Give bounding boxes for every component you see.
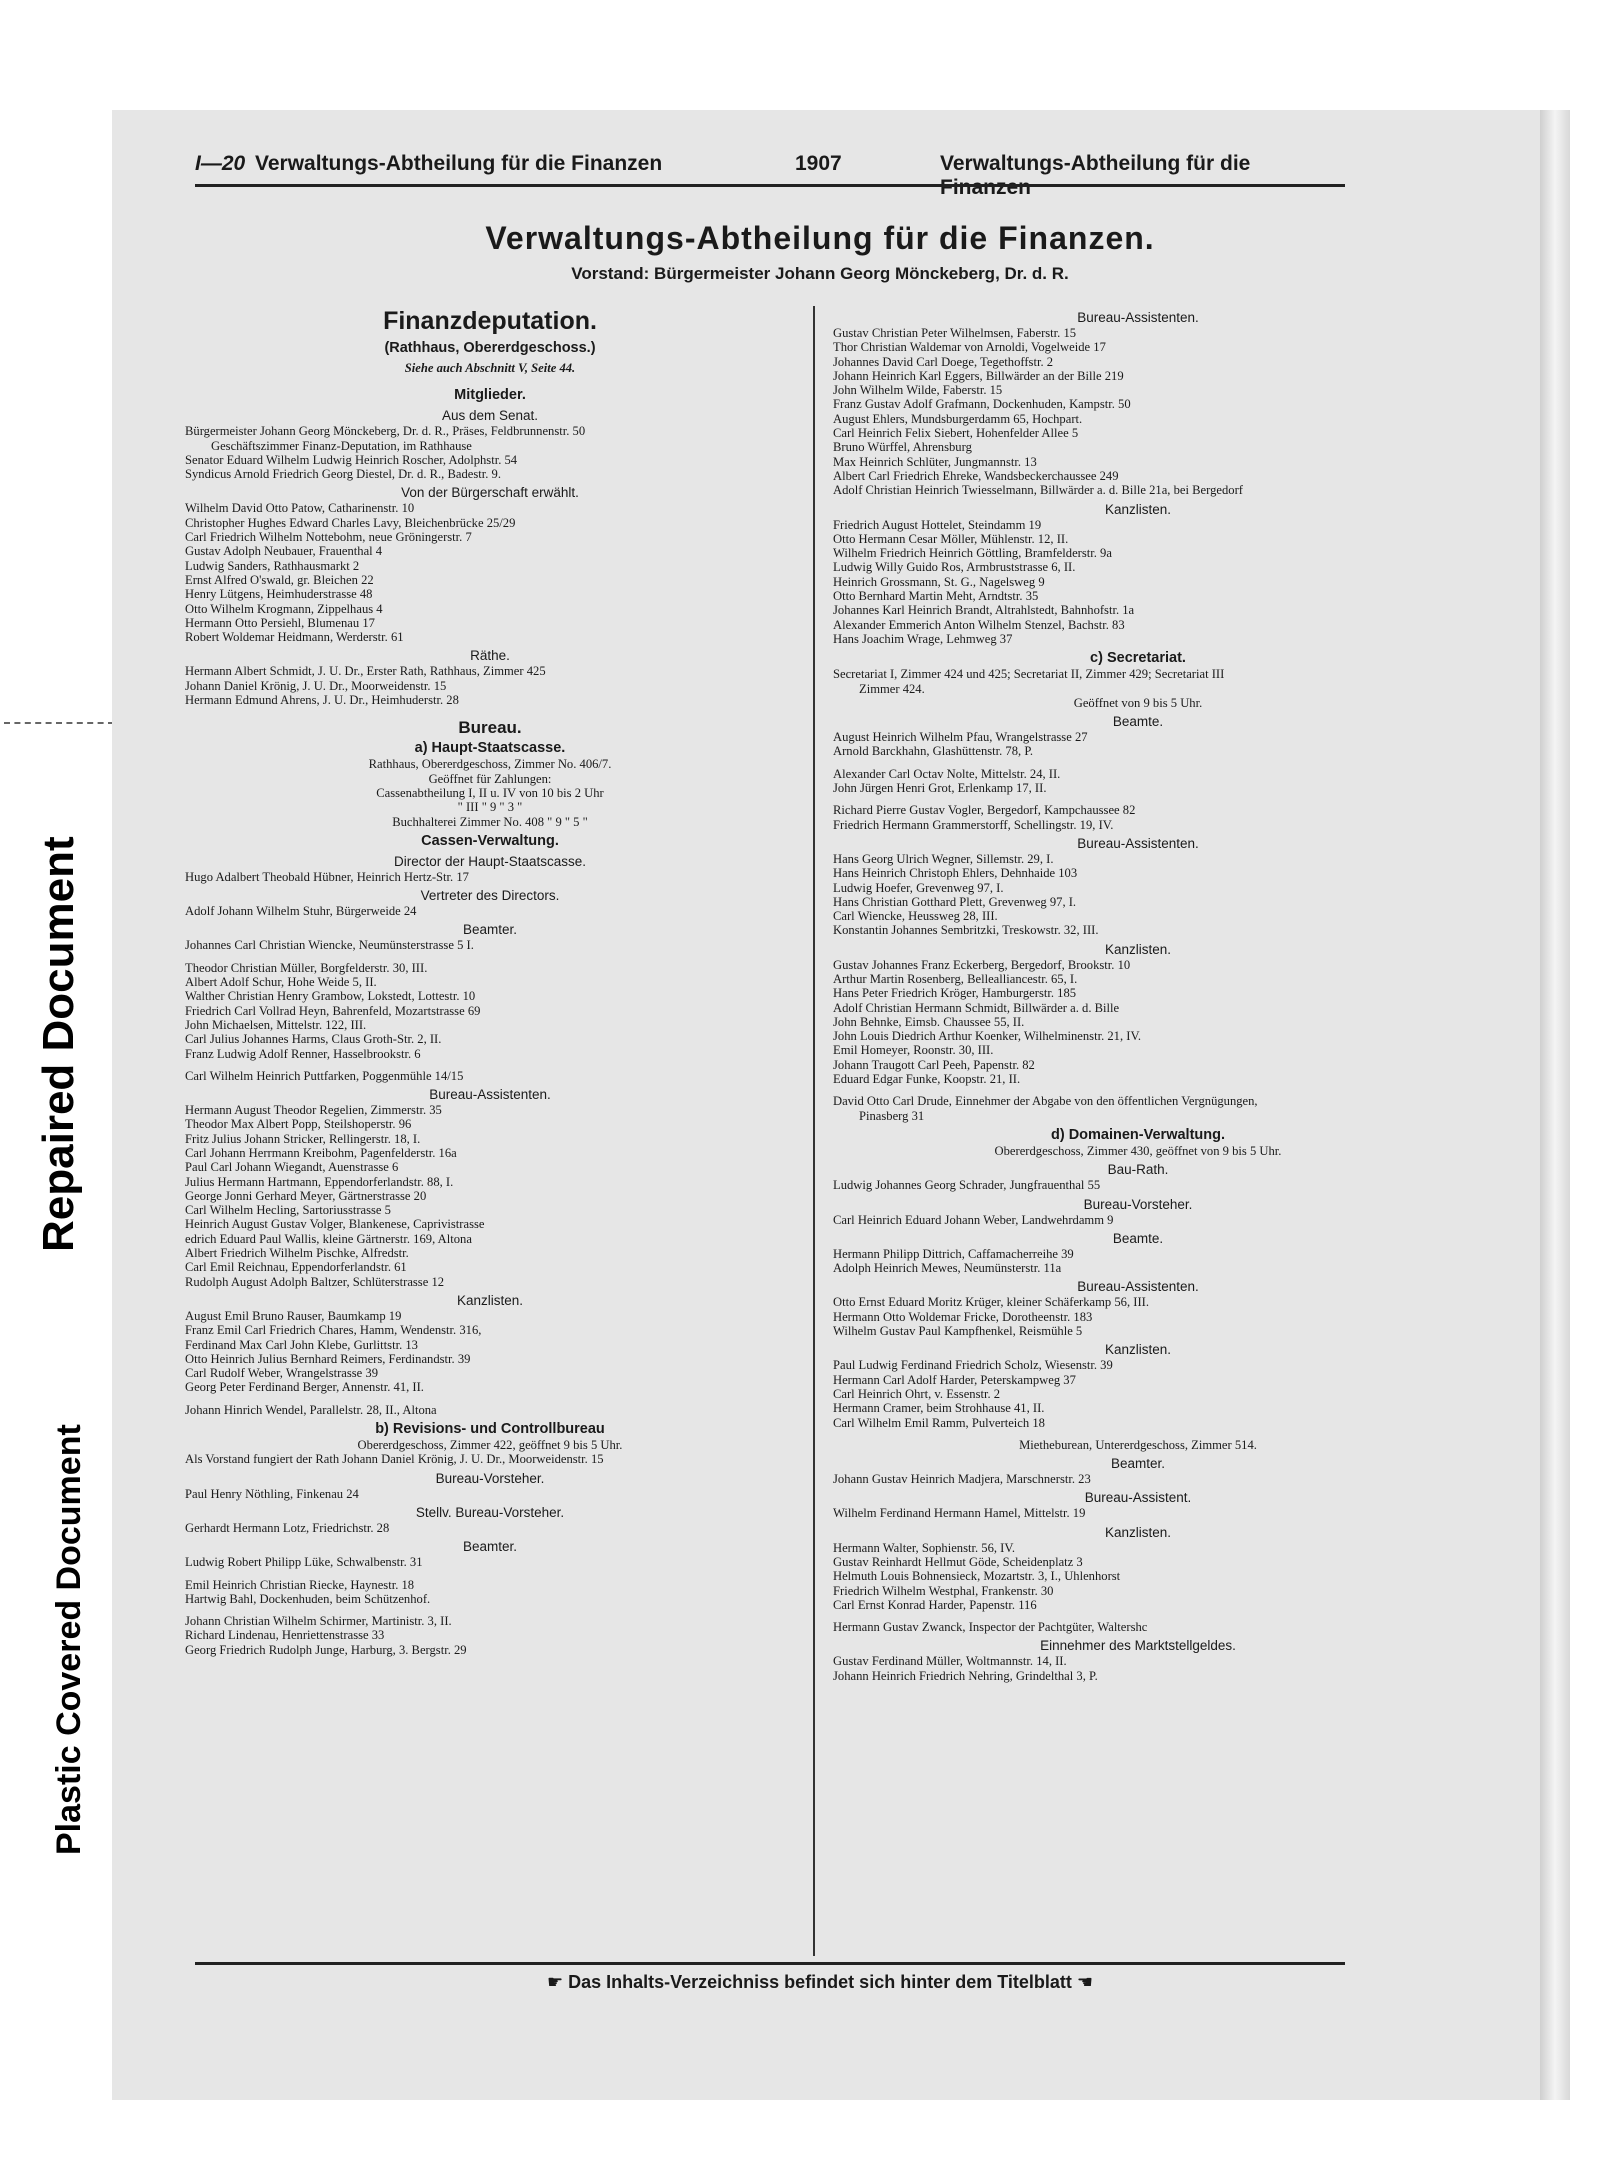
directory-entry: Hugo Adalbert Theobald Hübner, Heinrich Hertz-Str. 17 xyxy=(185,869,469,884)
directory-entry: Robert Woldemar Heidmann, Werderstr. 61 xyxy=(185,630,404,645)
info-line: Cassenabtheilung I, II u. IV von 10 bis 2 Uhr xyxy=(376,785,604,800)
directory-entry: Secretariat I, Zimmer 424 und 425; Secretariat II, Zimmer 429; Secretariat III xyxy=(833,667,1225,682)
subsection-heading: Beamter. xyxy=(462,1539,518,1555)
subsection-heading: Bureau-Assistent. xyxy=(1084,1490,1192,1506)
directory-entry: Albert Carl Friedrich Ehreke, Wandsbeckerchaussee 249 xyxy=(833,468,1119,483)
directory-entry: Otto Heinrich Julius Bernhard Reimers, Ferdinandstr. 39 xyxy=(185,1351,471,1366)
bottom-rule xyxy=(195,1962,1345,1965)
directory-entry: Heinrich August Gustav Volger, Blankenese, Caprivistrasse xyxy=(185,1217,485,1232)
directory-entry: Emil Homeyer, Roonstr. 30, III. xyxy=(833,1043,994,1058)
head-rule xyxy=(195,184,1345,187)
subsection-heading: Beamter. xyxy=(1110,1456,1166,1472)
spacer xyxy=(185,953,795,961)
directory-entry: Hans Christian Gotthard Plett, Grevenweg 97, I. xyxy=(833,894,1077,909)
directory-entry: Wilhelm David Otto Patow, Catharinenstr. 10 xyxy=(185,501,415,516)
directory-entry: Theodor Christian Müller, Borgfelderstr. 30, III. xyxy=(185,960,428,975)
directory-entry: Henry Lütgens, Heimhuderstrasse 48 xyxy=(185,587,373,602)
directory-entry: Hermann Gustav Zwanck, Inspector der Pachtgüter, Waltershc xyxy=(833,1620,1148,1635)
directory-entry: Helmuth Louis Bohnensieck, Mozartstr. 3, I., Uhlenhorst xyxy=(833,1569,1121,1584)
directory-entry: Franz Emil Carl Friedrich Chares, Hamm, Wendenstr. 316, xyxy=(185,1323,482,1338)
directory-entry: Gerhardt Hermann Lotz, Friedrichstr. 28 xyxy=(185,1520,390,1535)
directory-entry: Friedrich August Hottelet, Steindamm 19 xyxy=(833,517,1042,532)
subsection-heading: Stellv. Bureau-Vorsteher. xyxy=(415,1504,565,1520)
info-line: Buchhalterei Zimmer No. 408 " 9 " 5 " xyxy=(392,814,588,829)
directory-entry: Alexander Carl Octav Nolte, Mittelstr. 24, II. xyxy=(833,766,1061,781)
subsection-heading: Kanzlisten. xyxy=(456,1292,524,1308)
directory-entry: Carl Wilhelm Emil Ramm, Pulverteich 18 xyxy=(833,1415,1045,1430)
right-column xyxy=(833,306,1443,1683)
directory-entry: Carl Emil Reichnau, Eppendorferlandstr. 61 xyxy=(185,1260,407,1275)
directory-entry: Ludwig Johannes Georg Schrader, Jungfrauenthal 55 xyxy=(833,1178,1101,1193)
directory-entry: Friedrich Hermann Grammerstorff, Schellingstr. 19, IV. xyxy=(833,817,1114,832)
directory-entry: Hermann Carl Adolf Harder, Peterskampweg 37 xyxy=(833,1372,1076,1387)
subsection-heading: Kanzlisten. xyxy=(1104,1342,1172,1358)
directory-entry: Ernst Alfred O'swald, gr. Bleichen 22 xyxy=(185,572,374,587)
directory-entry: Paul Henry Nöthling, Finkenau 24 xyxy=(185,1486,359,1501)
directory-entry: Richard Lindenau, Henriettenstrasse 33 xyxy=(185,1628,385,1643)
directory-entry: Wilhelm Gustav Paul Kampfhenkel, Reismühle 5 xyxy=(833,1324,1083,1339)
directory-entry: Johann Heinrich Friedrich Nehring, Grindelthal 3, P. xyxy=(833,1668,1098,1683)
directory-entry: Hermann Otto Woldemar Fricke, Dorotheenstr. 183 xyxy=(833,1309,1093,1324)
directory-entry: Johann Heinrich Karl Eggers, Billwärder an der Bille 219 xyxy=(833,368,1124,383)
directory-entry: Max Heinrich Schlüter, Jungmannstr. 13 xyxy=(833,454,1037,469)
info-line: Rathhaus, Obererdgeschoss, Zimmer No. 406/7. xyxy=(368,757,612,772)
directory-entry: Hermann Philipp Dittrich, Caffamacherreihe 39 xyxy=(833,1246,1074,1261)
directory-entry: Hans Georg Ulrich Wegner, Sillemstr. 29, I. xyxy=(833,851,1054,866)
spacer xyxy=(833,1086,1443,1094)
directory-entry: Johannes Karl Heinrich Brandt, Altrahlstedt, Bahnhofstr. 1a xyxy=(833,603,1135,618)
page-edge xyxy=(1540,110,1570,2100)
directory-entry: Paul Carl Johann Wiegandt, Auenstrasse 6 xyxy=(185,1160,399,1175)
directory-entry: John Michaelsen, Mittelstr. 122, III. xyxy=(185,1017,367,1032)
directory-entry: Johann Hinrich Wendel, Parallelstr. 28, II., Altona xyxy=(185,1402,437,1417)
footer-note xyxy=(185,1972,1455,1993)
directory-entry: Franz Ludwig Adolf Renner, Hasselbrookstr. 6 xyxy=(185,1046,421,1061)
directory-entry: Adolf Johann Wilhelm Stuhr, Bürgerweide 24 xyxy=(185,904,417,919)
directory-entry: George Jonni Gerhard Meyer, Gärtnerstrasse 20 xyxy=(185,1188,427,1203)
spacer xyxy=(185,1061,795,1069)
directory-entry: Carl Johann Herrmann Kreibohm, Pagenfelderstr. 16a xyxy=(185,1145,457,1160)
spacer xyxy=(185,1395,795,1403)
page-number: I—20 xyxy=(195,152,246,175)
directory-entry: Carl Heinrich Eduard Johann Weber, Landwehrdamm 9 xyxy=(833,1212,1114,1227)
running-head-year: 1907 xyxy=(795,152,842,175)
directory-entry: John Louis Diedrich Arthur Koenker, Wilhelminenstr. 21, IV. xyxy=(833,1029,1142,1044)
column-divider xyxy=(813,306,815,1956)
subsection-heading: Kanzlisten. xyxy=(1104,941,1172,957)
subsection-heading: Vertreter des Directors. xyxy=(420,888,560,904)
spacer xyxy=(185,1606,795,1614)
directory-entry: Arthur Martin Rosenberg, Bellealliancestr. 65, I. xyxy=(833,971,1078,986)
directory-entry: Georg Peter Ferdinand Berger, Annenstr. 41, II. xyxy=(185,1380,424,1395)
spacer xyxy=(833,1612,1443,1620)
directory-entry: Bürgermeister Johann Georg Mönckeberg, Dr. d. R., Präses, Feldbrunnenstr. 50 xyxy=(185,424,586,439)
directory-entry: Ludwig Sanders, Rathhausmarkt 2 xyxy=(185,558,360,573)
subsection-heading: Kanzlisten. xyxy=(1104,501,1172,517)
directory-entry: John Wilhelm Wilde, Faberstr. 15 xyxy=(833,383,1003,398)
directory-entry: Hermann Otto Persiehl, Blumenau 17 xyxy=(185,615,375,630)
directory-entry: Hans Joachim Wrage, Lehmweg 37 xyxy=(833,631,1013,646)
directory-entry: Als Vorstand fungiert der Rath Johann Daniel Krönig, J. U. Dr., Moorweidenstr. 15 xyxy=(185,1452,604,1467)
directory-entry: Syndicus Arnold Friedrich Georg Diestel, Dr. d. R., Badestr. 9. xyxy=(185,467,501,482)
pointing-hand-left-icon: ☛ xyxy=(546,1972,569,1992)
spacer xyxy=(185,1570,795,1578)
directory-entry: August Ehlers, Mundsburgerdamm 65, Hochpart. xyxy=(833,411,1083,426)
directory-entry: Carl Julius Johannes Harms, Claus Groth-Str. 2, II. xyxy=(185,1032,442,1047)
directory-entry: Gustav Reinhardt Hellmut Göde, Scheidenplatz 3 xyxy=(833,1555,1083,1569)
directory-entry: Otto Hermann Cesar Möller, Mühlenstr. 12, II. xyxy=(833,531,1069,546)
directory-entry: Heinrich Grossmann, St. G., Nagelsweg 9 xyxy=(833,574,1045,589)
directory-entry: Franz Gustav Adolf Grafmann, Dockenhuden, Kampstr. 50 xyxy=(833,397,1131,412)
entry-continuation: Geschäftszimmer Finanz-Deputation, im Rathhause xyxy=(211,438,472,453)
subsection-heading: Bau-Rath. xyxy=(1107,1162,1169,1178)
directory-entry: Hans Heinrich Christoph Ehlers, Dehnhaide 103 xyxy=(833,866,1078,881)
running-head-left: Verwaltungs-Abtheilung für die Finanzen xyxy=(255,152,663,175)
directory-entry: Otto Ernst Eduard Moritz Krüger, kleiner Schäferkamp 56, III. xyxy=(833,1295,1149,1310)
directory-entry: Hermann August Theodor Regelien, Zimmerstr. 35 xyxy=(185,1103,442,1118)
directory-entry: Gustav Christian Peter Wilhelmsen, Faberstr. 15 xyxy=(833,326,1077,340)
directory-entry: Konstantin Johannes Sembritzki, Treskowstr. 32, III. xyxy=(833,923,1099,938)
directory-entry: Hermann Edmund Ahrens, J. U. Dr., Heimhuderstr. 28 xyxy=(185,693,459,708)
directory-entry: Bruno Würffel, Ahrensburg xyxy=(833,440,972,455)
directory-entry: Carl Heinrich Ohrt, v. Essenstr. 2 xyxy=(833,1386,1001,1401)
directory-entry: Hans Peter Friedrich Kröger, Hamburgerstr. 185 xyxy=(833,986,1077,1001)
entry-continuation: Zimmer 424. xyxy=(859,681,925,696)
pointing-hand-right-icon: ☚ xyxy=(1076,1972,1094,1992)
directory-entry: August Emil Bruno Rauser, Baumkamp 19 xyxy=(185,1308,402,1323)
running-head-right: Verwaltungs-Abtheilung für die Finanzen xyxy=(940,152,1251,199)
subsection-heading: Bureau-Assistenten. xyxy=(1077,835,1199,851)
directory-entry: John Jürgen Henri Grot, Erlenkamp 17, II. xyxy=(833,781,1047,796)
subsection-heading: Bureau-Assistenten. xyxy=(429,1087,551,1103)
directory-entry: Otto Wilhelm Krogmann, Zippelhaus 4 xyxy=(185,601,383,616)
document-page xyxy=(185,140,1455,2000)
directory-entry: Albert Friedrich Wilhelm Pischke, Alfredstr. xyxy=(185,1246,409,1261)
directory-entry: Johann Daniel Krönig, J. U. Dr., Moorweidenstr. 15 xyxy=(185,678,447,693)
directory-entry: Senator Eduard Wilhelm Ludwig Heinrich Roscher, Adolphstr. 54 xyxy=(185,452,518,467)
directory-entry: Johannes David Carl Doege, Tegethoffstr. 2 xyxy=(833,354,1054,369)
spacer xyxy=(833,1430,1443,1438)
left-column xyxy=(185,306,795,1657)
spacer xyxy=(185,375,795,383)
directory-entry: John Behnke, Eimsb. Chaussee 55, II. xyxy=(833,1014,1025,1029)
section-heading: Finanzdeputation. xyxy=(383,307,597,335)
directory-entry: Christopher Hughes Edward Charles Lavy, Bleichenbrücke 25/29 xyxy=(185,515,516,530)
subsection-heading: Bureau-Assistenten. xyxy=(1077,1279,1199,1295)
section-heading: (Rathhaus, Obererdgeschoss.) xyxy=(384,340,596,356)
page-title: Verwaltungs-Abtheilung für die Finanzen. xyxy=(485,220,1155,256)
directory-entry: Ludwig Robert Philipp Lüke, Schwalbenstr. 31 xyxy=(185,1555,423,1570)
directory-entry: Arnold Barckhahn, Glashüttenstr. 78, P. xyxy=(833,744,1034,759)
directory-entry: Ludwig Willy Guido Ros, Armbruststrasse 6, II. xyxy=(833,560,1076,575)
directory-entry: August Heinrich Wilhelm Pfau, Wrangelstrasse 27 xyxy=(833,730,1088,745)
subsection-heading: Beamte. xyxy=(1112,714,1164,730)
directory-entry: Eduard Edgar Funke, Koopstr. 21, II. xyxy=(833,1072,1021,1087)
directory-entry: Fritz Julius Johann Stricker, Rellingerstr. 18, I. xyxy=(185,1131,421,1146)
info-line: Obererdgeschoss, Zimmer 422, geöffnet 9 bis 5 Uhr. xyxy=(357,1438,623,1453)
section-heading: a) Haupt-Staatscasse. xyxy=(414,740,566,757)
footer-text: Das Inhalts-Verzeichniss befindet sich hinter dem Titelblatt xyxy=(568,1972,1072,1992)
subsection-heading: Bureau-Vorsteher. xyxy=(1083,1196,1193,1212)
section-heading: b) Revisions- und Controllbureau xyxy=(375,1421,605,1438)
directory-entry: Johann Gustav Heinrich Madjera, Marschnerstr. 23 xyxy=(833,1472,1091,1487)
section-heading: Cassen-Verwaltung. xyxy=(421,832,559,849)
spacer xyxy=(833,759,1443,767)
repaired-document-label: Repaired Document xyxy=(34,836,83,1252)
info-line: Mietheburean, Untererdgeschoss, Zimmer 514. xyxy=(1019,1437,1257,1452)
subsection-heading: Räthe. xyxy=(470,648,510,664)
directory-entry: Hermann Walter, Sophienstr. 56, IV. xyxy=(833,1540,1015,1555)
section-heading: Bureau. xyxy=(458,718,522,738)
directory-entry: Friedrich Wilhelm Westphal, Frankenstr. 30 xyxy=(833,1583,1054,1598)
entry-continuation: Pinasberg 31 xyxy=(859,1108,925,1123)
subsection-heading: Von der Bürgerschaft erwählt. xyxy=(401,485,579,501)
directory-entry: Albert Adolf Schur, Hohe Weide 5, II. xyxy=(185,975,377,990)
subsection-heading: Aus dem Senat. xyxy=(441,408,539,424)
directory-entry: Johann Traugott Carl Peeh, Papenstr. 82 xyxy=(833,1057,1035,1072)
directory-entry: Carl Ernst Konrad Harder, Papenstr. 116 xyxy=(833,1597,1037,1612)
directory-entry: Carl Rudolf Weber, Wrangelstrasse 39 xyxy=(185,1366,379,1381)
directory-entry: Adolph Heinrich Mewes, Neumünsterstr. 11a xyxy=(833,1261,1062,1276)
plastic-covered-document-label: Plastic Covered Document xyxy=(50,1424,88,1855)
directory-entry: Walther Christian Henry Grambow, Lokstedt, Lottestr. 10 xyxy=(185,989,476,1004)
running-head xyxy=(195,152,1345,199)
directory-entry: Paul Ludwig Ferdinand Friedrich Scholz, Wiesenstr. 39 xyxy=(833,1358,1113,1373)
directory-entry: Gustav Adolph Neubauer, Frauenthal 4 xyxy=(185,544,383,559)
directory-entry: Georg Friedrich Rudolph Junge, Harburg, 3. Bergstr. 29 xyxy=(185,1642,467,1657)
directory-entry: Adolf Christian Hermann Schmidt, Billwärder a. d. Bille xyxy=(833,1000,1120,1015)
directory-entry: Richard Pierre Gustav Vogler, Bergedorf, Kampchaussee 82 xyxy=(833,803,1136,818)
subsection-heading: Bureau-Vorsteher. xyxy=(435,1470,545,1486)
directory-entry: Adolf Christian Heinrich Twiesselmann, Billwärder a. d. Bille 21a, bei Bergedorf xyxy=(833,483,1243,498)
directory-entry: Gustav Ferdinand Müller, Woltmannstr. 14, II. xyxy=(833,1654,1067,1669)
directory-entry: Gustav Johannes Franz Eckerberg, Bergedorf, Brookstr. 10 xyxy=(833,957,1131,972)
info-line: Obererdgeschoss, Zimmer 430, geöffnet von 9 bis 5 Uhr. xyxy=(994,1143,1282,1158)
directory-entry: Carl Friedrich Wilhelm Nottebohm, neue Gröningerstr. 7 xyxy=(185,530,472,545)
directory-entry: edrich Eduard Paul Wallis, kleine Gärtnerstr. 169, Altona xyxy=(185,1231,472,1246)
directory-entry: Carl Wilhelm Hecling, Sartoriusstrasse 5 xyxy=(185,1203,391,1218)
directory-entry: Carl Wilhelm Heinrich Puttfarken, Poggenmühle 14/15 xyxy=(185,1068,464,1083)
info-line: Geöffnet von 9 bis 5 Uhr. xyxy=(1073,695,1203,710)
page-subtitle: Vorstand: Bürgermeister Johann Georg Mönckeberg, Dr. d. R. xyxy=(571,264,1069,283)
directory-entry: Thor Christian Waldemar von Arnoldi, Vogelweide 17 xyxy=(833,340,1106,355)
section-heading: c) Secretariat. xyxy=(1090,650,1186,667)
directory-entry: Friedrich Carl Vollrad Heyn, Bahrenfeld, Mozartstrasse 69 xyxy=(185,1003,481,1018)
directory-entry: Carl Heinrich Felix Siebert, Hohenfelder Allee 5 xyxy=(833,426,1079,441)
cross-reference: Siehe auch Abschnitt V, Seite 44. xyxy=(404,361,576,375)
subsection-heading: Director der Haupt-Staatscasse. xyxy=(393,853,587,869)
directory-entry: Emil Heinrich Christian Riecke, Haynestr. 18 xyxy=(185,1577,415,1592)
directory-entry: Ferdinand Max Carl John Klebe, Gurlittstr. 13 xyxy=(185,1337,418,1352)
info-line: Geöffnet für Zahlungen: xyxy=(428,771,552,786)
subsection-heading: Einnehmer des Marktstellgeldes. xyxy=(1040,1638,1236,1654)
directory-entry: Alexander Emmerich Anton Wilhelm Stenzel, Bachstr. 83 xyxy=(833,617,1125,632)
directory-entry: Ludwig Hoefer, Grevenweg 97, I. xyxy=(833,880,1004,895)
directory-entry: David Otto Carl Drude, Einnehmer der Abgabe von den öffentlichen Vergnügungen, xyxy=(833,1094,1258,1109)
subsection-heading: Kanzlisten. xyxy=(1104,1524,1172,1540)
spacer xyxy=(833,795,1443,803)
directory-entry: Wilhelm Ferdinand Hermann Hamel, Mittelstr. 19 xyxy=(833,1506,1086,1521)
directory-entry: Hermann Albert Schmidt, J. U. Dr., Erster Rath, Rathhaus, Zimmer 425 xyxy=(185,664,546,679)
directory-entry: Hartwig Bahl, Dockenhuden, beim Schützenhof. xyxy=(185,1591,431,1606)
directory-entry: Carl Wiencke, Heussweg 28, III. xyxy=(833,909,998,924)
info-line: " III " 9 " 3 " xyxy=(457,800,523,815)
spacer xyxy=(185,707,795,715)
section-heading: d) Domainen-Verwaltung. xyxy=(1050,1126,1225,1143)
directory-entry: Hermann Cramer, beim Strohhause 41, II. xyxy=(833,1401,1045,1416)
subsection-heading: Beamter. xyxy=(462,922,518,938)
directory-entry: Johannes Carl Christian Wiencke, Neumünsterstrasse 5 I. xyxy=(185,938,474,953)
subsection-heading: Beamte. xyxy=(1112,1230,1164,1246)
directory-entry: Otto Bernhard Martin Meht, Arndtstr. 35 xyxy=(833,589,1039,604)
directory-entry: Julius Hermann Hartmann, Eppendorferlandstr. 88, I. xyxy=(185,1174,454,1189)
directory-entry: Rudolph August Adolph Baltzer, Schlüterstrasse 12 xyxy=(185,1274,445,1289)
directory-entry: Johann Christian Wilhelm Schirmer, Martinistr. 3, II. xyxy=(185,1614,452,1629)
directory-entry: Wilhelm Friedrich Heinrich Göttling, Bramfelderstr. 9a xyxy=(833,546,1112,561)
subsection-heading: Bureau-Assistenten. xyxy=(1077,310,1199,325)
directory-entry: Theodor Max Albert Popp, Steilshoperstr. 96 xyxy=(185,1117,412,1132)
section-heading: Mitglieder. xyxy=(454,387,526,404)
